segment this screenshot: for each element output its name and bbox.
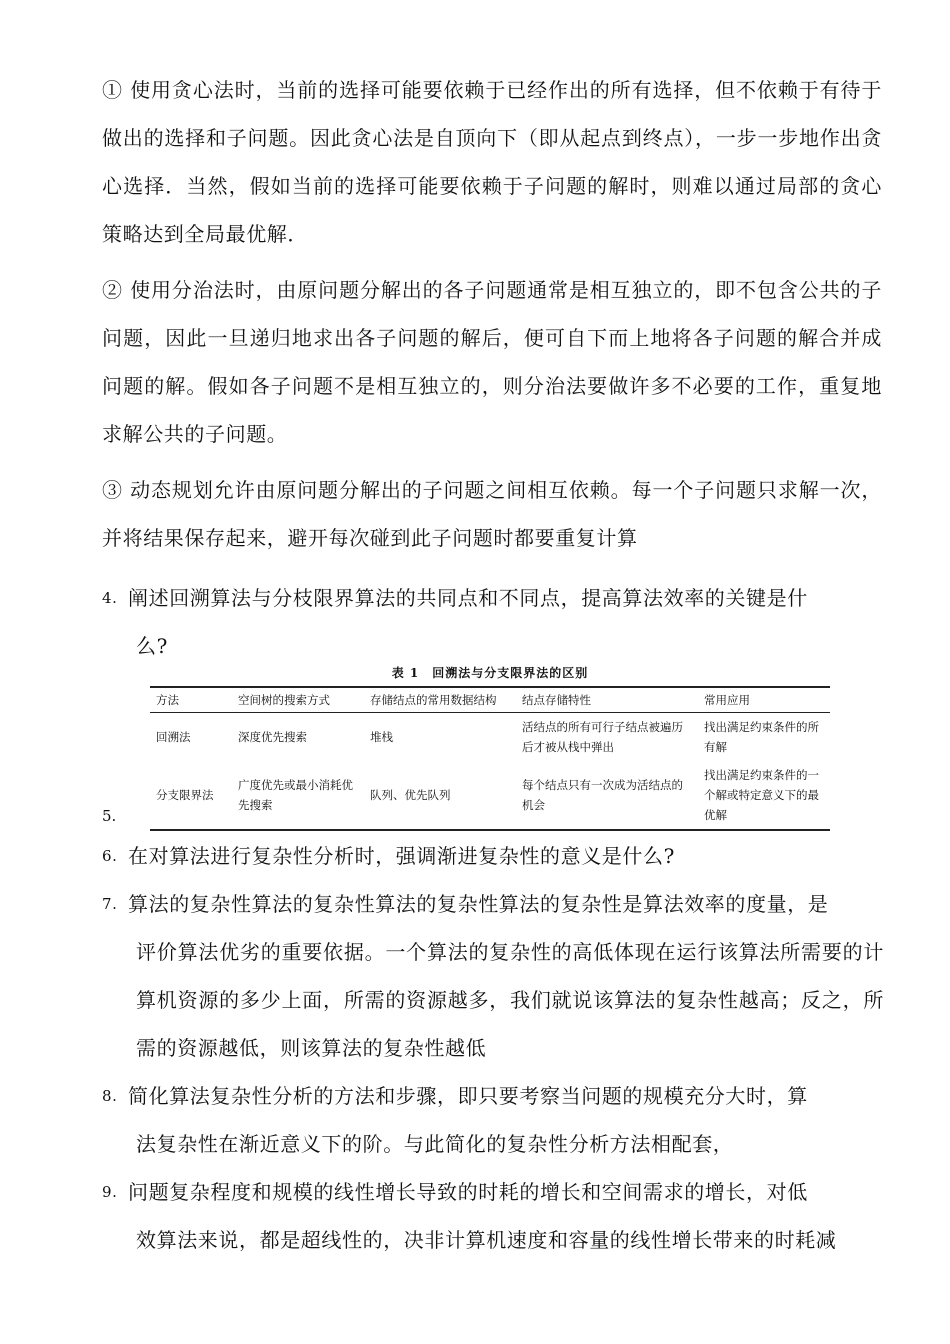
- paragraph-greedy: ① 使用贪心法时，当前的选择可能要依赖于已经作出的所有选择，但不依赖于有待于做出的选择和子问题。因此贪心法是自顶向下（即从起点到终点），一步一步地作出贪心选择．当然，假如当前的选择可能要依赖于子问题的解时，则难以通过局部的贪心策略达到全局最优解．: [102, 78, 882, 246]
- header-cell: 方法: [150, 687, 232, 713]
- item-number: 6.: [102, 847, 118, 865]
- item-number-5: 5.: [102, 807, 117, 825]
- header-cell: 空间树的搜索方式: [232, 687, 364, 713]
- table-header-row: [150, 687, 830, 713]
- list-item-7: [102, 880, 884, 1072]
- item-text: 阐述回溯算法与分枝限界算法的共同点和不同点，提高算法效率的关键是什: [128, 586, 808, 610]
- item-text-continued: 么?: [136, 634, 168, 658]
- header-cell: 存储结点的常用数据结构: [364, 687, 516, 713]
- comparison-table-figure: [150, 664, 830, 822]
- table-row: [150, 713, 830, 762]
- table-cell: 找出满足约束条件的一个解或特定意义下的最优解: [698, 761, 830, 830]
- item-text-continued: 法复杂性在渐近意义下的阶。与此简化的复杂性分析方法相配套，: [136, 1132, 734, 1156]
- item-number: 8.: [102, 1087, 118, 1105]
- table-cell: 找出满足约束条件的所有解: [704, 720, 819, 754]
- item-number: 7.: [102, 895, 118, 913]
- header-cell: 常用应用: [698, 687, 830, 713]
- item-text: 算法的复杂性算法的复杂性算法的复杂性算法的复杂性是算法效率的度量，是: [128, 892, 829, 916]
- list-item-8: [102, 1072, 884, 1168]
- item-number: 4.: [102, 589, 118, 607]
- table-cell: 广度优先或最小消耗优先搜索: [232, 761, 364, 830]
- item-text-continued: 评价算法优劣的重要依据。一个算法的复杂性的高低体现在运行该算法所需要的计算机资源的多少上面，所需的资源越多，我们就说该算法的复杂性越高；反之，所需的资源越低，则该算法的复杂性越低: [136, 940, 884, 1060]
- item-number: 9.: [102, 1183, 118, 1201]
- table-cell: 回溯法: [156, 730, 191, 744]
- header-cell: 结点存储特性: [516, 687, 698, 713]
- list-item-4: [102, 574, 884, 670]
- list-item-6: [102, 832, 884, 880]
- item-text: 简化算法复杂性分析的方法和步骤，即只要考察当问题的规模充分大时，算: [128, 1084, 808, 1108]
- table-cell: 深度优先搜索: [238, 730, 307, 744]
- paragraph-divide-conquer: ② 使用分治法时，由原问题分解出的各子问题通常是相互独立的，即不包含公共的子问题，因此一旦递归地求出各子问题的解后，便可自下而上地将各子问题的解合并成问题的解。假如各子问题不是相互独立的，则分治法要做许多不必要的工作，重复地求解公共的子问题。: [102, 278, 882, 446]
- paragraph-dynamic-programming: ③ 动态规划允许由原问题分解出的子问题之间相互依赖。每一个子问题只求解一次，并将结果保存起来，避开每次碰到此子问题时都要重复计算: [102, 478, 882, 550]
- table-cell: 队列、优先队列: [364, 761, 516, 830]
- table-row: [150, 761, 830, 830]
- table-cell: 活结点的所有可行子结点被遍历后才被从栈中弹出: [522, 720, 683, 754]
- table-cell: 堆栈: [370, 730, 393, 744]
- item-text: 在对算法进行复杂性分析时，强调渐进复杂性的意义是什么?: [128, 844, 675, 868]
- table-caption: 表 1 回溯法与分支限界法的区别: [391, 666, 589, 680]
- item-text: 问题复杂程度和规模的线性增长导致的时耗的增长和空间需求的增长，对低: [128, 1180, 808, 1204]
- list-item-9: [102, 1168, 884, 1264]
- item-text-continued: 效算法来说，都是超线性的，决非计算机速度和容量的线性增长带来的时耗减: [136, 1228, 837, 1252]
- comparison-table: [150, 686, 830, 831]
- table-cell: 每个结点只有一次成为活结点的机会: [516, 761, 698, 830]
- table-cell: 分支限界法: [150, 761, 232, 830]
